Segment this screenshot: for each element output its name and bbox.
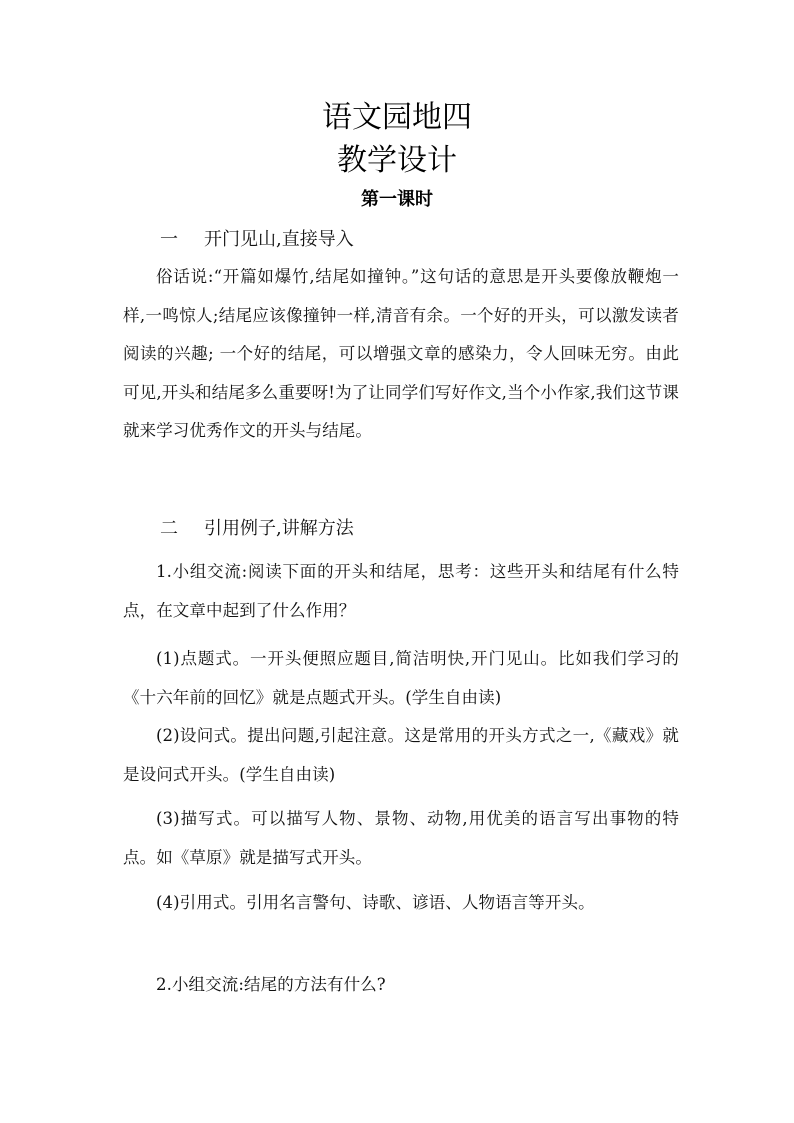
- section-heading-2: [160, 517, 354, 541]
- lesson-heading: 第一课时: [361, 189, 433, 210]
- document-subtitle: 教学设计: [337, 143, 457, 178]
- list-item: 1.小组交流:阅读下面的开头和结尾，思考：这些开头和结尾有什么特点，在文章中起到了什么作用？: [123, 562, 679, 620]
- section-heading-1: [160, 228, 354, 252]
- intro-paragraph: 俗话说:“开篇如爆竹,结尾如撞钟。”这句话的意思是开头要像放鞭炮一样,一鸣惊人;结尾应该像撞钟一样,清音有余。一个好的开头，可以激发读者阅读的兴趣; 一个好的结尾，可以增强文章的感染力，令人回味无穷。由此可见,开头和结尾多么重要呀!为了让同学们写好作文,当个小作家,我们这节课就来学习优秀作文的开头与结尾。: [123, 267, 679, 440]
- list-item: (1)点题式。一开头便照应题目,简洁明快,开门见山。比如我们学习的《十六年前的回忆》就是点题式开头。(学生自由读): [123, 649, 679, 707]
- section-number-2: 二: [160, 518, 178, 539]
- list-item: (3)描写式。可以描写人物、景物、动物,用优美的语言写出事物的特点。如《草原》就是描写式开头。: [123, 809, 679, 867]
- list-item: (2)设问式。提出问题,引起注意。这是常用的开头方式之一,《藏戏》就是设问式开头。(学生自由读): [123, 726, 679, 784]
- section-number-1: 一: [160, 229, 178, 250]
- document-title: 语文园地四: [322, 100, 472, 135]
- section-title-2: 引用例子,讲解方法: [204, 518, 354, 539]
- list-item: (4)引用式。引用名言警句、诗歌、谚语、人物语言等开头。: [156, 893, 595, 912]
- list-item: 2.小组交流:结尾的方法有什么?: [156, 975, 386, 994]
- section-title-1: 开门见山,直接导入: [204, 229, 354, 250]
